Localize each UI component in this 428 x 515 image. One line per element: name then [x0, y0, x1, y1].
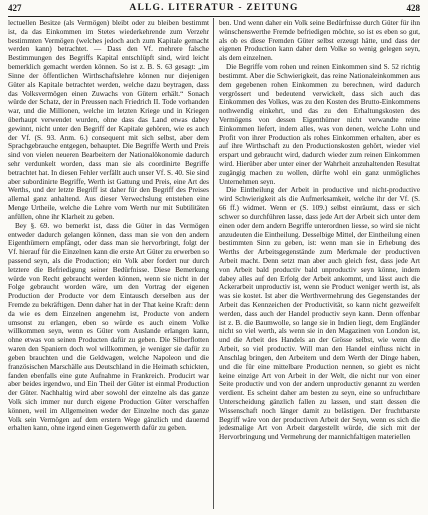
left-column	[8, 19, 209, 511]
paragraph: ben. Und wenn daher ein Volk seine Bedürfnisse durch Güter für ihn wünschenswerthe Fremde befriedigen möchte, so ist es eben so gut, als ob es diese Fremden Güter selbst erzeugt hätte, und dass der eigenen Production kann daher dem Volke so wenig gelegen seyn, als dem einzelnen.	[219, 19, 420, 63]
paragraph: Die Begriffe vom rohen und reinen Einkommen sind S. 52 richtig bestimmt. Aber die Schwierigkeit, das reine Nationaleinkommen aus dem gegebenen rohen Einkommen zu berechnen, wird dadurch vergrössert und bedeutend verwickelt, dass sich auch das Einkommen des Volkes, was zu den Kosten des Brutto-Einkommens nothwendig einkehrt, und das zu den Erhaltungskosten des Vermögens von dessen Eigenthümer nicht verwandte reine Einkommen liefert, indem alles, was von denen, welche Lohn und Profit von ihrer Production als rohes Einkommen erhalten, aber es auf ihre Wirthschaft zu den Productionskosten gehört, wieder viel erspart und gebraucht wird, dadurch wieder zum reinen Einkommen wird. Hierüber aber unter einer der Wahrheit anzuhaltenden Resultat zugängig machen zu wollen, dürfte wohl ein ganz unmögliches Unternehmen seyn.	[219, 63, 420, 186]
page-header	[8, 3, 420, 15]
column-number: 428	[406, 3, 420, 13]
right-column	[219, 19, 420, 511]
header-rule	[8, 16, 420, 17]
paragraph: Die Eintheilung der Arbeit in productive und nicht-productive wird Schwierigkeit als die Aufmerksamkeit, welche ihr der Vf. (S. 66 ff.) widmet. Wenn er (S. 109.) selbst einräumt, dass er sich schwer so durchführen lasse, dass jede Art der Arbeit sich unter dem einen oder dem andern Begriffe unterordnen liesse, so wird sie nicht anzudeuten die Eintheilung. Desselbige Mittel, der Eintheilung einen bestimmten Sinn zu geben, ist: wenn man sie in Erhebung des Werths der Arbeitsgegenstände zum Merkmale der productiven Arbeit macht. Denn setzt man aber auch gleich fest, dass jede Art von Arbeit bald productiv bald unproductiv seyn könne, indem dabey alles auf den Erfolg der Arbeit ankommt, und lässt auch die Ackerarbeit unproductiv ist, wenn sie Product weniger werth ist, als was sie kostet. Ist aber die Werthvermehrung des Gegenstandes der Arbeit das Kennzeichen der Productivität, so kann nicht gezweifelt werden, dass auch der Handel productiv seyn kann. Denn offenbar ist z. B. die Baumwolle, so lange sie in Indien liegt, dem Engländer nicht so viel werth, als wenn sie in den Magazinen von London ist, und die Arbeit des Handels an der Grösse selbst, wie wenn die Arbeit, so viel productiv. Will man den Handel einfluss nicht in Anschlag bringen, den Arbeitern und dem Werth der Dinge haben, und die für eine mittelbare Production nennen, so giebt es nicht keine einzige Art von Arbeit in der Welt, die nicht nur von einer Seite productiv und von der andern unproductiv genannt zu werden verdient. Es scheint daher am besten zu seyn, eine so unfruchtbare Unterscheidung gänzlich fallen zu lassen, und statt dessen die Wissenschaft noch länger damit zu belästigen. Der fruchtbarste Begriff wäre von der productiven Arbeit der Seyn, wenn es sich die jedesmalige Art von Arbeit dargestellt würde, die sich mit der Hervorbringung und Vermehrung der mannichfaltigen materiellen	[219, 186, 420, 442]
paragraph: lectuellen Besitze (als Vermögen) bleibt oder zu bleiben bestimmt ist, da das Einkommen im Stetes wiederkehrende zum Verzehr bestimmten Vermögen (welches jedoch auch zum Kapitale gemacht werden kann) betrachtet. — Dass den Vf. mehrere falsche Bestimmungen des Begriffs Kapital entschlüpft sind, wird leicht bemerklich gemacht werden können. So ist z. B. S. 63 gesagt: „im Sinne der öffentlichen Wirthschaftslehre können nur diejenigen Güter als Kapitale betrachtet werden, welche dazu beytragen, dass das Volksvermögen einen Zuwachs von Gütern erhält.“ Sonach würde der Schatz, der in Preussen nach Friedrich II. Tode vorhanden war, und die Millionen, welche im letzten Kriege und in Kriegen überhaupt verwendet wurden, ohne dass das Land etwas dabey gewinnt, nicht unter den Begriff der Kapitale gehören, wie es auch der Vf. (S. 93. Anm. 6.) consequent mit sich selbst, aber dem Sprachgebrauche entgegen, behauptet. Die Begriffe Werth und Preis sind von vielen neueren Bearbeitern der Nationalökonomie dadurch sehr verdunkelt worden, dass man sie als coordinirte Begriffe betrachtet hat. In diesen Fehler verfällt auch unser Vf. S. 40. Sie sind aber subordinirte Begriffe, Werth ist Gattung und Preis, eine Art des Werths, und der letzte Begriff ist daher für den Begriff des Preises allemal ganz anhaltend. Aus dieser Verwechslung entstehen eine Menge Urtheile, welche die Lehre vom Werth nur mit Subtilitäten anfüllen, ohne ihr Klarheit zu geben.	[8, 19, 209, 221]
column-divider	[213, 18, 214, 509]
page-number: 427	[8, 3, 22, 13]
journal-title: ALLG. LITERATUR - ZEITUNG	[129, 3, 299, 13]
paragraph: Bey §. 69. wo bemerkt ist, dass die Güter in das Vermögen entweder dadurch gelangen können, dass man sie von den andern Eigenthümern empfängt, oder dass man sie hervorbringt, folgt der Vf. hierauf für die Einzelnen kann die erste Art Güter zu erwerben so passend seyn, als die Production; ein Volk aber fordert nur durch letztere die Befriedigung seiner Bedürfnisse. Diese Bemerkung würde von Recht gebraucht werden können, wenn sie nicht in der Folge gebraucht worden wäre, um den Vortrag der eigenen Production der Producte vor dem Eintausch derselben aus der Fremde zu bekräftigen. Denn daher hat in der That keine Kraft: denn da wie es dem Einzelnen angenehm ist, Producte von andern umsonst zu erlangen, eben so würde es auch einem Volke willkommen seyn, wenn es Güter vom Auslande erlangen kann, ohne etwas von seinen Producten dafür zu geben. Die Silberflotten waren den Spaniern doch wol willkommen, je weniger sie dafür zu geben brauchten und die Geldwagen, welche Napoleon und die französischen Marschälle aus Deutschland in die Heimath schickten, fanden ebenfalls eine gute Aufnahme in Frankreich. Producirt war aber beides irgendwo, und Ein Theil der Güter ist einmal Production der Güter. Nachhaltig wird aber sowohl der einzelne als das ganze Volk sich immer nur durch eigene Production Güter verschaffen können, weil im Allgemeinen weder der Einzelne noch das ganze Volk sein Vermögen auf dem erstern Wege gänzlich und dauernd erhalten kann, ohne irgend einen Gegenwerth dafür zu geben.	[8, 221, 209, 433]
